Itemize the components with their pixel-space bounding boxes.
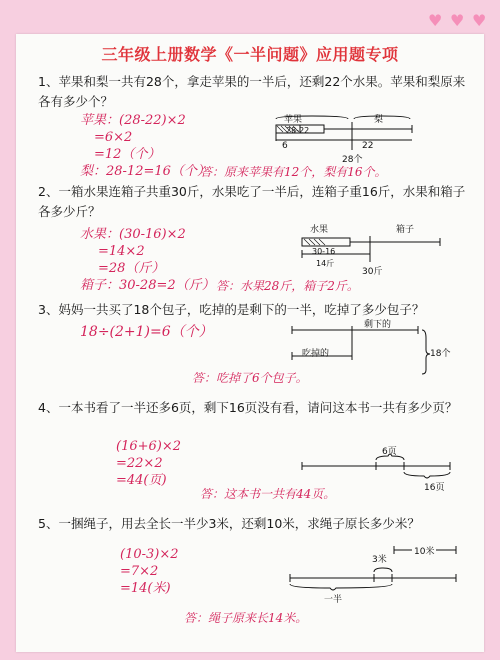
- heart-icon: ♥: [428, 11, 443, 30]
- q2-label-30-16: 30-16: [312, 247, 336, 256]
- q2-label-fruit: 水果: [310, 225, 329, 235]
- q1-label-28-22: 28-22: [286, 126, 310, 135]
- q1-work-line: =6×2: [94, 130, 133, 145]
- q2-work-line: =14×2: [98, 244, 145, 259]
- q4-label-6: 6页: [382, 447, 397, 457]
- q3-answer: 答：吃掉了6个包子。: [192, 371, 308, 385]
- question-3: 3、妈妈一共买了18个包子，吃掉的是剩下的一半，吃掉了多少包子？: [38, 302, 425, 317]
- q4-answer: 答：这本书一共有44页。: [200, 487, 336, 501]
- q3-label-total: 18个: [430, 349, 451, 359]
- q5-label-10: 10米: [412, 544, 436, 557]
- decor-hearts: [428, 11, 487, 30]
- q5-work-line: =7×2: [120, 564, 159, 579]
- q1-work-line: 苹果：(28-22)×2: [80, 113, 186, 128]
- q5-diagram: [286, 542, 466, 602]
- q4-work-line: =22×2: [116, 456, 163, 471]
- q1-label-apple: 苹果: [284, 115, 303, 125]
- q1-label-pear: 梨: [374, 115, 384, 125]
- q5-label-3: 3米: [372, 555, 387, 565]
- q1-work-line: 梨：28-12=16（个）: [80, 164, 210, 179]
- question-1: 1、苹果和梨一共有28个，拿走苹果的一半后，还剩22个水果。苹果和梨原来各有多少个？: [38, 74, 466, 109]
- q3-label-eaten: 吃掉的: [302, 349, 330, 359]
- q2-label-box: 箱子: [396, 225, 415, 235]
- q4-work: [116, 438, 181, 489]
- q5-work-line: =14(米): [120, 581, 171, 596]
- q4-label-16: 16页: [424, 483, 445, 493]
- q1-work: [80, 112, 210, 180]
- q5-work-line: (10-3)×2: [120, 547, 179, 562]
- q1-label-28: 28个: [342, 155, 363, 165]
- q1-label-6: 6: [282, 141, 288, 151]
- q2-work-line: 箱子：30-28=2（斤）: [80, 278, 215, 293]
- q4-work-line: (16+6)×2: [116, 439, 182, 454]
- q4-work-line: =44(页): [116, 473, 167, 488]
- q2-label-14: 14斤: [316, 259, 335, 268]
- q5-answer: 答：绳子原来长14米。: [184, 611, 308, 625]
- q2-label-30: 30斤: [362, 267, 383, 277]
- q1-answer: 答：原来苹果有12个，梨有16个。: [200, 165, 387, 179]
- question-5: 5、一捆绳子，用去全长一半少3米，还剩10米，求绳子原长多少米？: [38, 516, 420, 531]
- question-2: 2、一箱水果连箱子共重30斤，水果吃了一半后，连箱子重16斤，水果和箱子各多少斤？: [38, 184, 466, 219]
- q5-label-half: 一半: [324, 595, 343, 605]
- q4-diagram: [300, 446, 460, 482]
- q2-work-line: 水果：(30-16)×2: [80, 227, 186, 242]
- q2-work-line: =28（斤）: [98, 261, 165, 276]
- q2-work: [80, 226, 215, 294]
- page-title: 三年级上册数学《一半问题》应用题专项: [101, 45, 399, 64]
- heart-icon: ♥: [450, 11, 465, 30]
- worksheet: [16, 34, 484, 652]
- question-4: 4、一本书看了一半还多6页，剩下16页没有看，请问这本书一共有多少页？: [38, 400, 458, 415]
- q1-label-22: 22: [362, 141, 374, 151]
- q3-work: 18÷(2+1)=6（个）: [80, 324, 213, 340]
- heart-icon: ♥: [472, 11, 487, 30]
- q3-label-left: 剩下的: [364, 320, 392, 330]
- q5-work: [120, 546, 179, 597]
- q2-answer: 答：水果28斤，箱子2斤。: [216, 279, 359, 293]
- q1-work-line: =12（个）: [94, 147, 161, 162]
